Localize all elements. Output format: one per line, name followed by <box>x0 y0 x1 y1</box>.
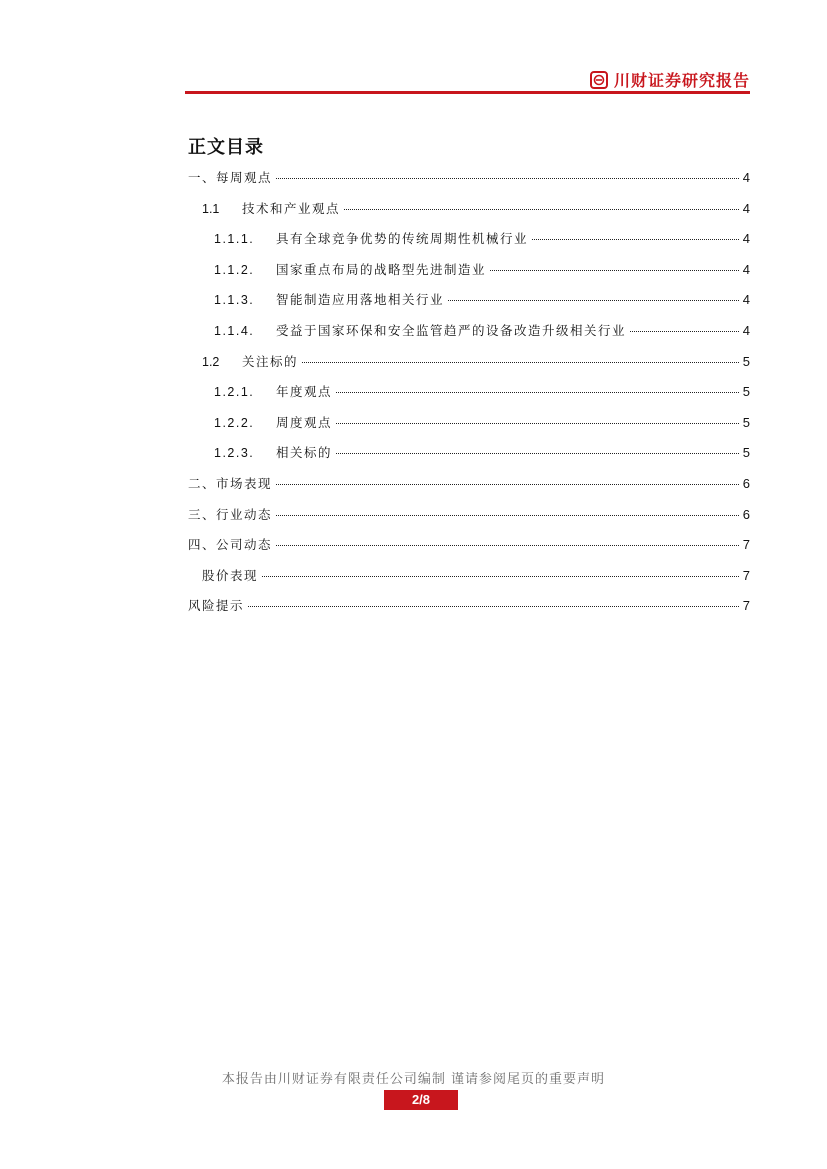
toc-title: 正文目录 <box>188 137 264 158</box>
toc-entry[interactable] <box>188 474 750 505</box>
toc-dot-leader <box>276 178 739 179</box>
toc-entry-page: 6 <box>742 506 750 522</box>
toc-entry-page: 5 <box>742 445 750 461</box>
toc-entry-page: 4 <box>742 261 750 277</box>
toc-entry-number: 1.2.3. <box>214 446 255 461</box>
toc-entry[interactable] <box>188 596 750 627</box>
toc-dot-leader <box>336 392 739 393</box>
toc-dot-leader <box>336 453 739 454</box>
toc-entry-number: 1.1.1. <box>214 232 255 247</box>
toc-dot-leader <box>490 270 739 271</box>
toc-entry-label: 相关标的 <box>276 445 333 461</box>
toc-dot-leader <box>276 545 739 546</box>
toc-entry-label: 风险提示 <box>188 598 245 614</box>
toc-entry-number: 1.2 <box>202 354 220 369</box>
chuancai-logo-icon <box>590 71 608 89</box>
toc-entry-label: 年度观点 <box>276 384 333 400</box>
toc-entry-page: 7 <box>742 537 750 553</box>
toc-entry-number: 1.2.1. <box>214 385 255 400</box>
toc-entry-label: 四、公司动态 <box>188 537 273 553</box>
toc-entry[interactable] <box>188 535 750 566</box>
toc-entry[interactable] <box>188 199 750 230</box>
toc-entry-page: 4 <box>742 322 750 338</box>
toc-entry[interactable] <box>188 443 750 474</box>
toc-entry-page: 5 <box>742 414 750 430</box>
toc-entry-label: 二、市场表现 <box>188 475 273 491</box>
brand <box>590 68 750 91</box>
toc-entry[interactable] <box>188 566 750 597</box>
toc-entry-page: 4 <box>742 292 750 308</box>
toc-entry-page: 5 <box>742 384 750 400</box>
toc-entry-label: 智能制造应用落地相关行业 <box>276 292 445 308</box>
toc-entry-page: 7 <box>742 567 750 583</box>
toc-dot-leader <box>630 331 739 332</box>
toc-entry[interactable] <box>188 382 750 413</box>
toc-entry-page: 5 <box>742 353 750 369</box>
table-of-contents <box>188 168 750 627</box>
toc-entry[interactable] <box>188 229 750 260</box>
toc-entry[interactable] <box>188 352 750 383</box>
toc-entry[interactable] <box>188 413 750 444</box>
header-divider <box>185 91 750 94</box>
toc-entry-label: 股价表现 <box>202 567 259 583</box>
toc-entry-label: 国家重点布局的战略型先进制造业 <box>276 261 487 277</box>
toc-dot-leader <box>276 484 739 485</box>
toc-entry-label: 受益于国家环保和安全监管趋严的设备改造升级相关行业 <box>276 322 627 338</box>
toc-entry-number: 1.1 <box>202 201 220 216</box>
toc-entry-label: 具有全球竞争优势的传统周期性机械行业 <box>276 231 529 247</box>
footer-disclaimer: 本报告由川财证券有限责任公司编制 谨请参阅尾页的重要声明 <box>221 1072 606 1087</box>
toc-entry[interactable] <box>188 321 750 352</box>
toc-entry-number: 1.1.2. <box>214 262 255 277</box>
toc-dot-leader <box>248 606 739 607</box>
toc-dot-leader <box>336 423 739 424</box>
toc-entry-label: 三、行业动态 <box>188 506 273 522</box>
toc-entry-number: 1.1.3. <box>214 293 255 308</box>
toc-entry-label: 周度观点 <box>276 414 333 430</box>
toc-entry[interactable] <box>188 505 750 536</box>
page-indicator: 2/8 <box>384 1090 458 1110</box>
toc-entry-page: 4 <box>742 170 750 185</box>
toc-entry-label: 技术和产业观点 <box>242 200 341 216</box>
toc-entry-page: 6 <box>742 475 750 491</box>
toc-dot-leader <box>276 515 739 516</box>
toc-entry-page: 7 <box>742 598 750 614</box>
toc-entry[interactable] <box>188 260 750 291</box>
toc-entry-number: 1.1.4. <box>214 323 255 338</box>
toc-entry-number: 1.2.2. <box>214 415 255 430</box>
toc-dot-leader <box>448 300 739 301</box>
toc-entry[interactable] <box>188 168 750 199</box>
toc-entry[interactable] <box>188 290 750 321</box>
toc-dot-leader <box>344 209 739 210</box>
toc-entry-label: 关注标的 <box>242 353 299 369</box>
toc-entry-page: 4 <box>742 231 750 247</box>
toc-dot-leader <box>532 239 739 240</box>
toc-dot-leader <box>302 362 739 363</box>
toc-entry-page: 4 <box>742 200 750 216</box>
brand-name: 川财证券研究报告 <box>613 71 750 90</box>
toc-dot-leader <box>262 576 739 577</box>
toc-entry-label: 一、每周观点 <box>188 170 273 185</box>
